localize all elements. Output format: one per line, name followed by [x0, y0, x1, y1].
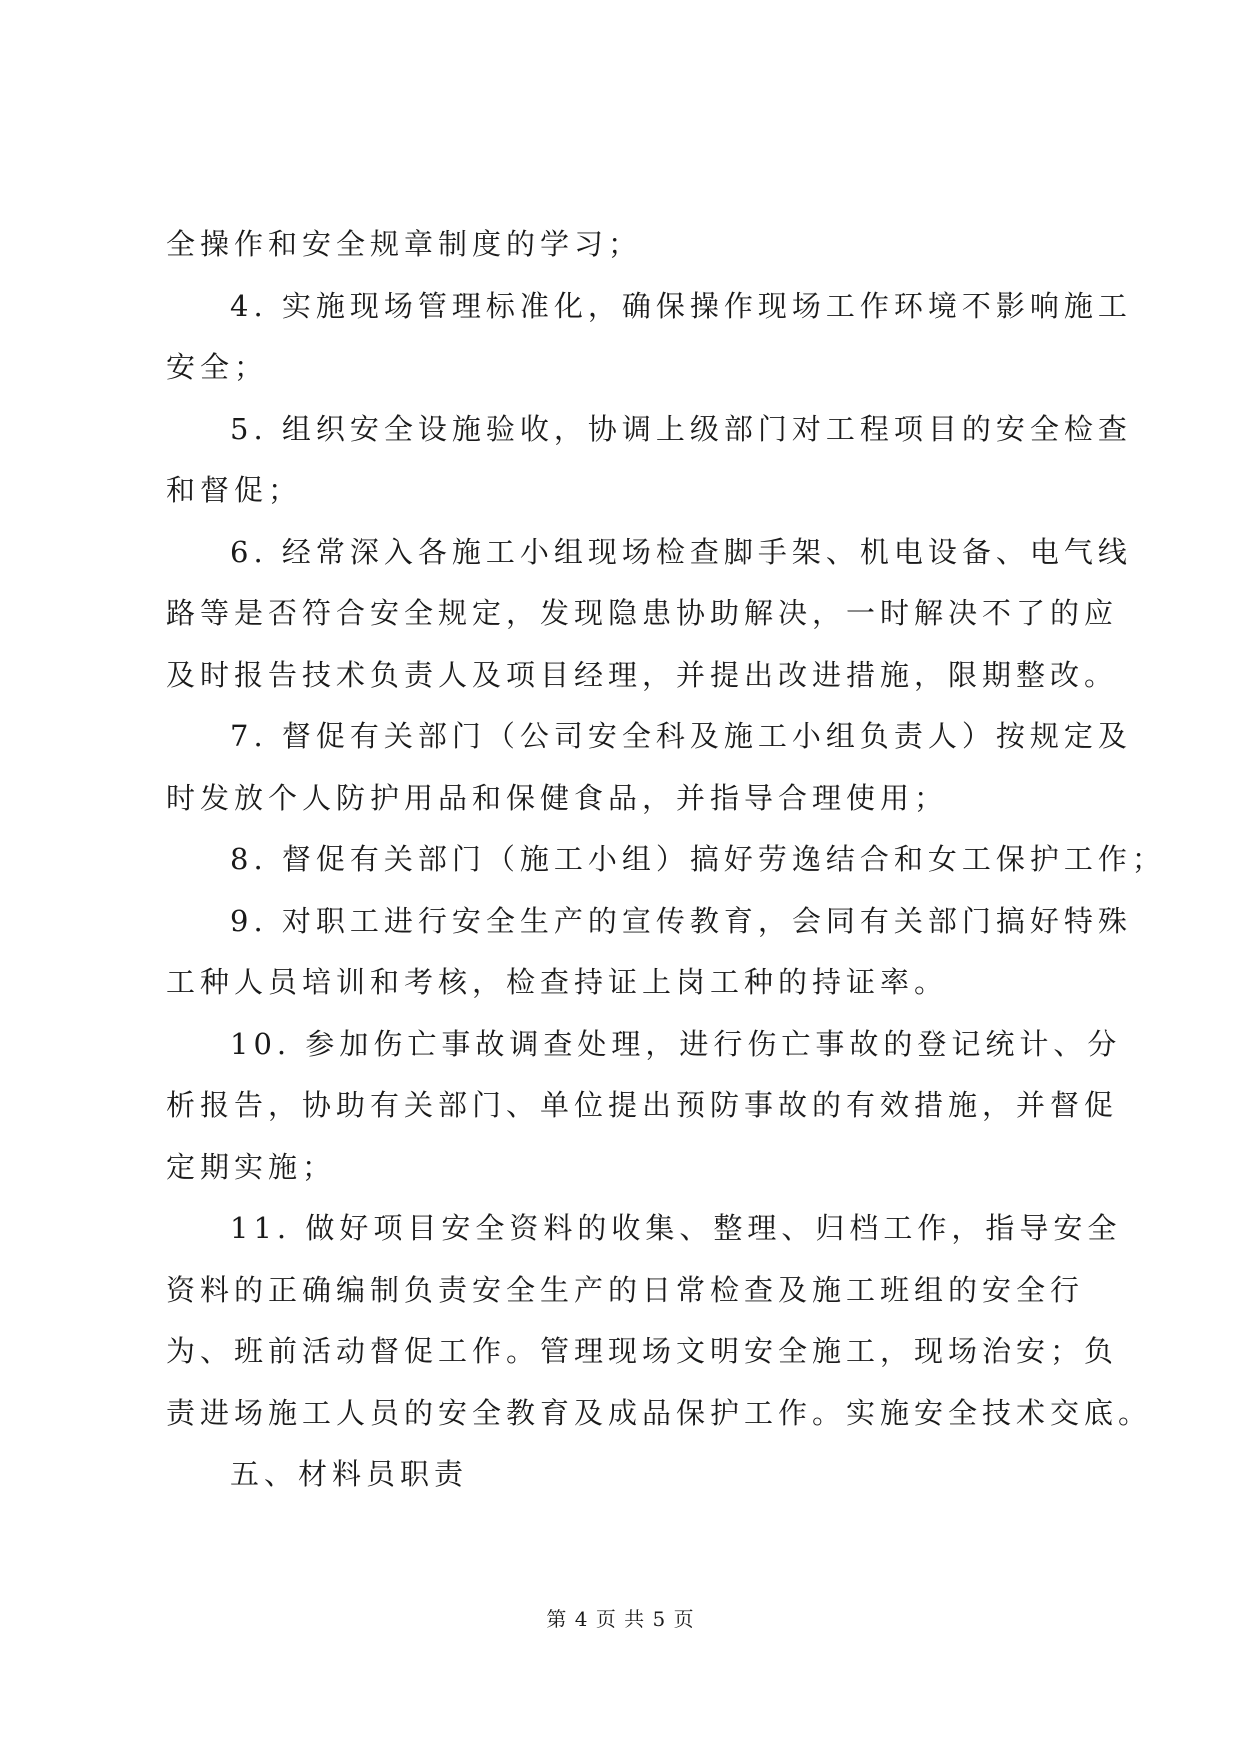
text-line: 时发放个人防护用品和保健食品，并指导合理使用；: [166, 780, 949, 815]
text-line: 为、班前活动督促工作。管理现场文明安全施工，现场治安；负: [166, 1334, 1119, 1368]
text-line: 路等是否符合安全规定，发现隐患协助解决，一时解决不了的应: [166, 596, 1119, 630]
text-line: 析报告，协助有关部门、单位提出预防事故的有效措施，并督促: [166, 1088, 1119, 1122]
text-line: 全操作和安全规章制度的学习；: [166, 227, 643, 261]
text-line: 工种人员培训和考核，检查持证上岗工种的持证率。: [166, 965, 949, 999]
text-line: 责进场施工人员的安全教育及成品保护工作。实施安全技术交底。: [166, 1395, 1153, 1430]
text-line: 4. 实施现场管理标准化，确保操作现场工作环境不影响施工: [230, 288, 1132, 323]
text-line: 9. 对职工进行安全生产的宣传教育，会同有关部门搞好特殊: [230, 903, 1132, 938]
text-line: 11. 做好项目安全资料的收集、整理、归档工作，指导安全: [230, 1211, 1122, 1245]
page-footer: 第 4 页 共 5 页: [546, 1607, 695, 1631]
text-line: 6. 经常深入各施工小组现场检查脚手架、机电设备、电气线: [230, 534, 1132, 569]
text-line: 资料的正确编制负责安全生产的日常检查及施工班组的安全行: [166, 1272, 1085, 1307]
text-line: 8. 督促有关部门（施工小组）搞好劳逸结合和女工保护工作；: [230, 842, 1166, 876]
text-line: 7. 督促有关部门（公司安全科及施工小组负责人）按规定及: [230, 719, 1132, 753]
document-body: [166, 226, 1166, 1518]
text-line: 安全；: [166, 350, 269, 384]
text-line: 10. 参加伤亡事故调查处理，进行伤亡事故的登记统计、分: [230, 1026, 1122, 1061]
text-line: 定期实施；: [166, 1149, 337, 1184]
text-line: 五、材料员职责: [230, 1457, 469, 1491]
text-line: 5. 组织安全设施验收，协调上级部门对工程项目的安全检查: [230, 411, 1132, 446]
text-line: 及时报告技术负责人及项目经理，并提出改进措施，限期整改。: [166, 657, 1119, 692]
text-line: 和督促；: [166, 473, 303, 507]
